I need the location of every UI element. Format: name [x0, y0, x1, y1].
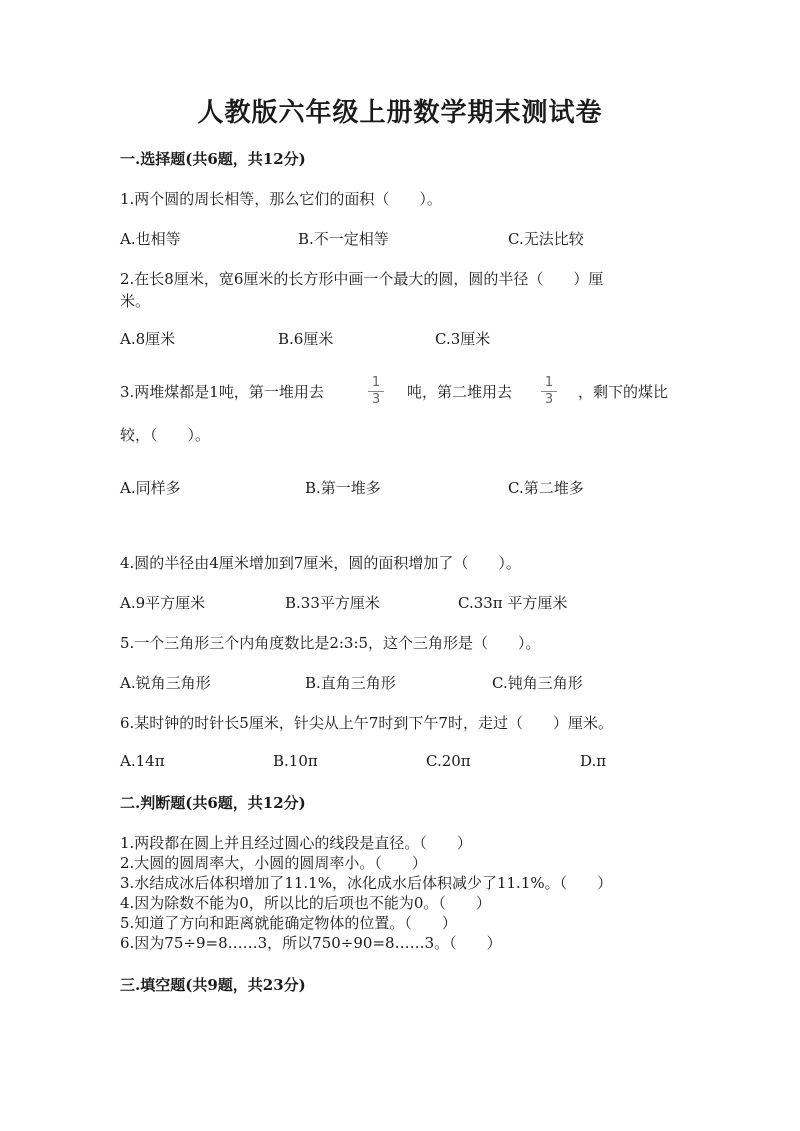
question-1-option-b: B.不一定相等 [298, 230, 389, 248]
question-3-option-a: A.同样多 [120, 479, 181, 497]
question-1-option-c: C.无法比较 [508, 230, 584, 248]
fraction-2-numerator: 1 [544, 375, 554, 390]
question-3-fraction-1 [368, 376, 384, 407]
judge-item-2: 2.大圆的圆周率大，小圆的圆周率小。（ ） [120, 854, 427, 872]
question-4-option-b: B.33平方厘米 [285, 594, 380, 612]
question-3-stem-line2: 较，（ ）。 [120, 426, 211, 444]
judge-item-6: 6.因为75÷9=8……3，所以750÷90=8……3。（ ） [120, 934, 502, 952]
question-2-option-b: B.6厘米 [278, 330, 334, 348]
question-5-option-c: C.钝角三角形 [492, 674, 583, 692]
question-6-stem: 6.某时钟的时针长5厘米，针尖从上午7时到下午7时，走过（ ）厘米。 [120, 714, 613, 732]
question-2-stem-line2: 米。 [120, 292, 151, 310]
question-3-option-c: C.第二堆多 [508, 479, 584, 497]
section-heading-judge: 二.判断题(共6题，共12分) [120, 794, 306, 812]
fraction-1-denominator: 3 [371, 392, 381, 407]
question-4-option-c: C.33π 平方厘米 [458, 594, 568, 612]
question-6-option-b: B.10π [273, 752, 318, 770]
fraction-2-denominator: 3 [544, 392, 554, 407]
question-1-option-a: A.也相等 [120, 230, 181, 248]
page-title: 人教版六年级上册数学期末测试卷 [197, 98, 603, 128]
question-5-option-b: B.直角三角形 [305, 674, 396, 692]
judge-item-3: 3.水结成冰后体积增加了11.1%，冰化成水后体积减少了11.1%。（ ） [120, 874, 613, 892]
question-3-fraction-2 [541, 376, 557, 407]
question-6-option-a: A.14π [120, 752, 165, 770]
question-1-stem: 1.两个圆的周长相等，那么它们的面积（ ）。 [120, 190, 442, 208]
section-heading-choice: 一.选择题(共6题，共12分) [120, 150, 306, 168]
question-3-stem-part2: 吨，第二堆用去 [407, 383, 513, 401]
question-2-option-a: A.8厘米 [120, 330, 176, 348]
question-2-stem-line1: 2.在长8厘米，宽6厘米的长方形中画一个最大的圆，圆的半径（ ）厘 [120, 270, 604, 288]
fraction-1-numerator: 1 [371, 375, 381, 390]
question-6-option-c: C.20π [426, 752, 471, 770]
judge-item-5: 5.知道了方向和距离就能确定物体的位置。（ ） [120, 914, 457, 932]
question-5-option-a: A.锐角三角形 [120, 674, 211, 692]
question-6-option-d: D.π [580, 752, 607, 770]
judge-item-4: 4.因为除数不能为0，所以比的后项也不能为0。（ ） [120, 894, 491, 912]
question-3-option-b: B.第一堆多 [305, 479, 381, 497]
question-3-stem-part3: ，剩下的煤比 [578, 383, 669, 401]
question-3-stem-part1: 3.两堆煤都是1吨，第一堆用去 [120, 383, 324, 401]
question-5-stem: 5.一个三角形三个内角度数比是2:3:5，这个三角形是（ ）。 [120, 634, 541, 652]
question-2-option-c: C.3厘米 [435, 330, 491, 348]
question-4-stem: 4.圆的半径由4厘米增加到7厘米，圆的面积增加了（ ）。 [120, 554, 521, 572]
judge-item-1: 1.两段都在圆上并且经过圆心的线段是直径。（ ） [120, 834, 472, 852]
section-heading-fill: 三.填空题(共9题，共23分) [120, 976, 306, 994]
question-4-option-a: A.9平方厘米 [120, 594, 206, 612]
